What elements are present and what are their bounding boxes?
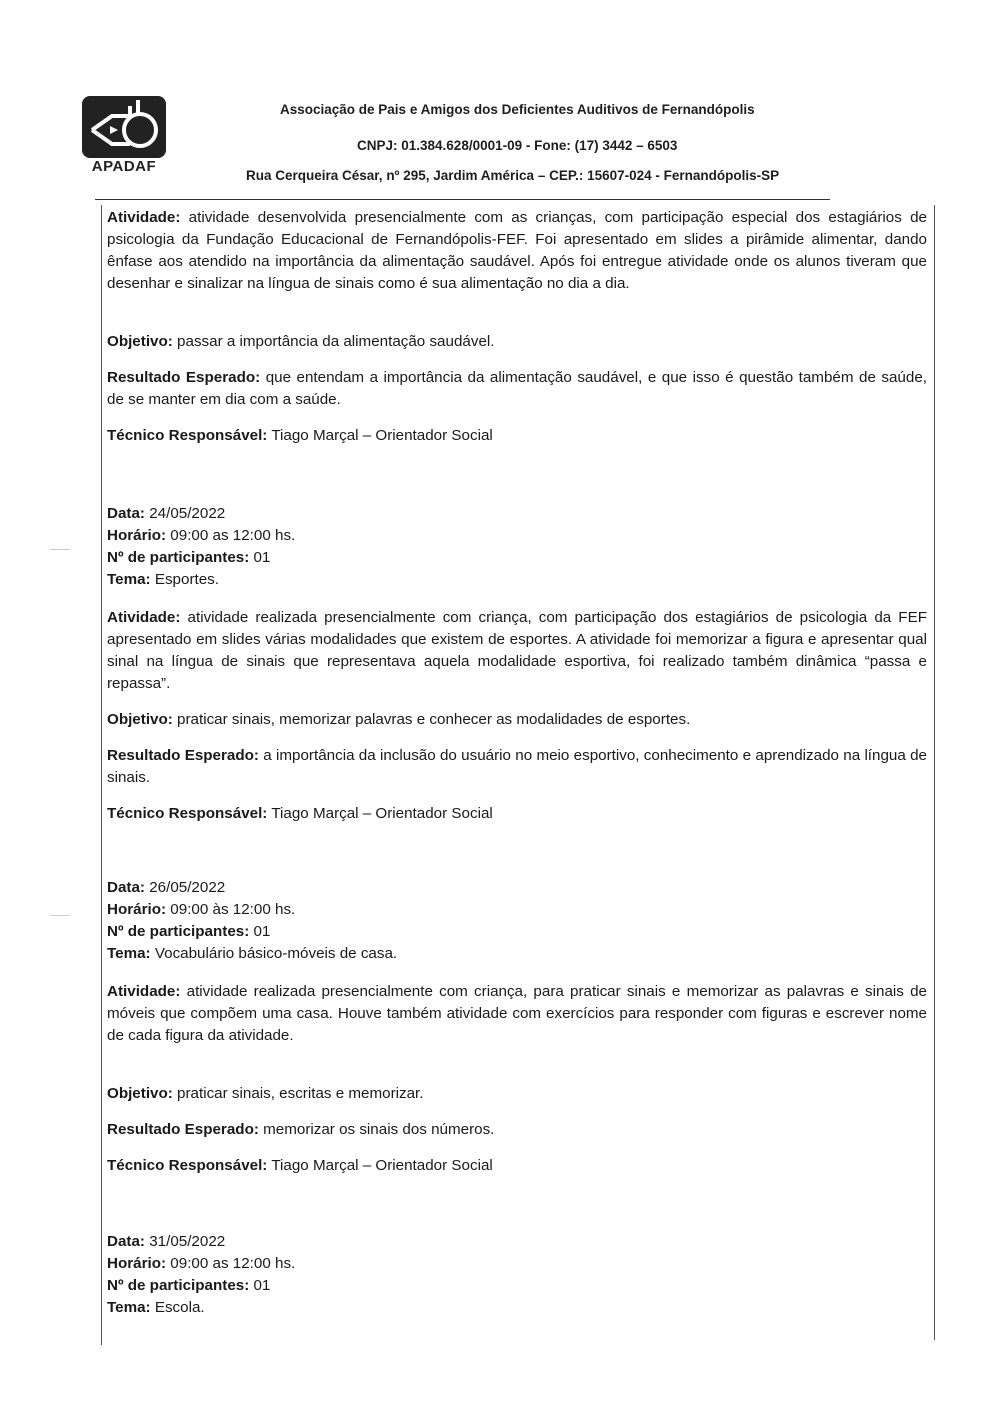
atividade-label: Atividade: [107,983,181,1000]
tecnico-text: Tiago Marçal – Orientador Social [267,1157,493,1174]
activity-paragraph [107,981,927,1047]
apadaf-logo [78,96,170,178]
address: Rua Cerqueira César, nº 295, Jardim América – CEP.: 15607-024 - Fernandópolis-SP [246,168,780,183]
data-value: 26/05/2022 [144,879,226,896]
time-line [107,1253,927,1275]
resultado-label: Resultado Esperado: [107,1121,259,1138]
resultado-label: Resultado Esperado: [107,369,261,386]
objetivo-text: praticar sinais, memorizar palavras e conhecer as modalidades de esportes. [172,711,691,728]
scan-mark [50,915,70,916]
objective-paragraph [107,331,927,353]
objetivo-text: passar a importância da alimentação saudável. [172,333,495,350]
participants-line [107,1275,927,1297]
participants-line [107,921,927,943]
resultado-text: a importância da inclusão do usuário no meio esportivo, conhecimento e aprendizado na língua de sinais. [107,747,927,786]
tema-value: Esportes. [150,571,219,588]
horario-label: Horário: [107,901,167,918]
atividade-label: Atividade: [107,609,181,626]
ear-hand-icon [82,96,166,158]
result-paragraph [107,367,927,411]
atividade-text: atividade realizada presencialmente com criança, com participação dos estagiários de psicologia da FEF apresentado em slides várias modalidades que existem de esportes. A atividade foi memorizar a figura e apresentar qual sinal na língua de sinais que representava aquela modalidade esportiva, foi realizado também dinâmica “passa e repassa”. [107,609,927,692]
data-value: 24/05/2022 [144,505,226,522]
objetivo-label: Objetivo: [107,711,173,728]
objetivo-label: Objetivo: [107,333,173,350]
participantes-label: Nº de participantes: [107,923,250,940]
date-line [107,503,927,525]
resultado-label: Resultado Esperado: [107,747,259,764]
tecnico-label: Técnico Responsável: [107,427,268,444]
horario-value: 09:00 as 12:00 hs. [166,527,296,544]
tema-label: Tema: [107,945,151,962]
data-label: Data: [107,505,145,522]
participantes-label: Nº de participantes: [107,1277,250,1294]
technician-paragraph [107,803,927,825]
objective-paragraph [107,709,927,731]
result-paragraph [107,745,927,789]
participantes-label: Nº de participantes: [107,549,250,566]
tema-value: Vocabulário básico-móveis de casa. [150,945,398,962]
tecnico-text: Tiago Marçal – Orientador Social [267,805,493,822]
tema-label: Tema: [107,571,151,588]
technician-paragraph [107,425,927,447]
participants-line [107,547,927,569]
date-line [107,1231,927,1253]
tema-label: Tema: [107,1299,151,1316]
time-line [107,525,927,547]
theme-line [107,569,927,591]
objetivo-text: praticar sinais, escritas e memorizar. [172,1085,424,1102]
activity-paragraph [107,207,927,295]
theme-line [107,943,927,965]
atividade-label: Atividade: [107,209,181,226]
tecnico-label: Técnico Responsável: [107,1157,268,1174]
header-rule [95,199,830,200]
org-name: Associação de Pais e Amigos dos Deficientes Auditivos de Fernandópolis [280,102,755,117]
horario-label: Horário: [107,527,167,544]
atividade-text: atividade desenvolvida presencialmente com as crianças, com participação especial dos estagiários de psicologia da Fundação Educacional de Fernandópolis-FEF. Foi apresentado em slides a pirâmide alimentar, dando ênfase aos atendido na importância da alimentação saudável. Após foi entregue atividade onde os alunos tiveram que desenhar e sinalizar na língua de sinais como é sua alimentação no dia a dia. [107,209,927,292]
logo-text: APADAF [91,158,157,175]
objetivo-label: Objetivo: [107,1085,173,1102]
resultado-text: que entendam a importância da alimentação saudável, e que isso é questão também de saúde, de se manter em dia com a saúde. [107,369,927,408]
participantes-value: 01 [249,1277,271,1294]
tema-value: Escola. [150,1299,205,1316]
data-value: 31/05/2022 [144,1233,226,1250]
tecnico-text: Tiago Marçal – Orientador Social [267,427,493,444]
technician-paragraph [107,1155,927,1177]
activity-paragraph [107,607,927,695]
frame-right-border [934,205,935,1340]
atividade-text: atividade realizada presencialmente com criança, para praticar sinais e memorizar as palavras e sinais de móveis que compõem uma casa. Houve também atividade com exercícios para responder com figuras e escrever nome de cada figura da atividade. [107,983,927,1044]
objective-paragraph [107,1083,927,1105]
frame-left-border [101,205,102,1345]
scan-mark [50,549,70,550]
result-paragraph [107,1119,927,1141]
horario-label: Horário: [107,1255,167,1272]
data-label: Data: [107,879,145,896]
tecnico-label: Técnico Responsável: [107,805,268,822]
time-line [107,899,927,921]
letterhead [0,0,992,205]
theme-line [107,1297,927,1319]
participantes-value: 01 [249,549,271,566]
report-body [107,207,927,1319]
horario-value: 09:00 às 12:00 hs. [166,901,296,918]
data-label: Data: [107,1233,145,1250]
date-line [107,877,927,899]
resultado-text: memorizar os sinais dos números. [258,1121,495,1138]
horario-value: 09:00 as 12:00 hs. [166,1255,296,1272]
participantes-value: 01 [249,923,271,940]
cnpj-phone: CNPJ: 01.384.628/0001-09 - Fone: (17) 3442 – 6503 [357,138,678,153]
